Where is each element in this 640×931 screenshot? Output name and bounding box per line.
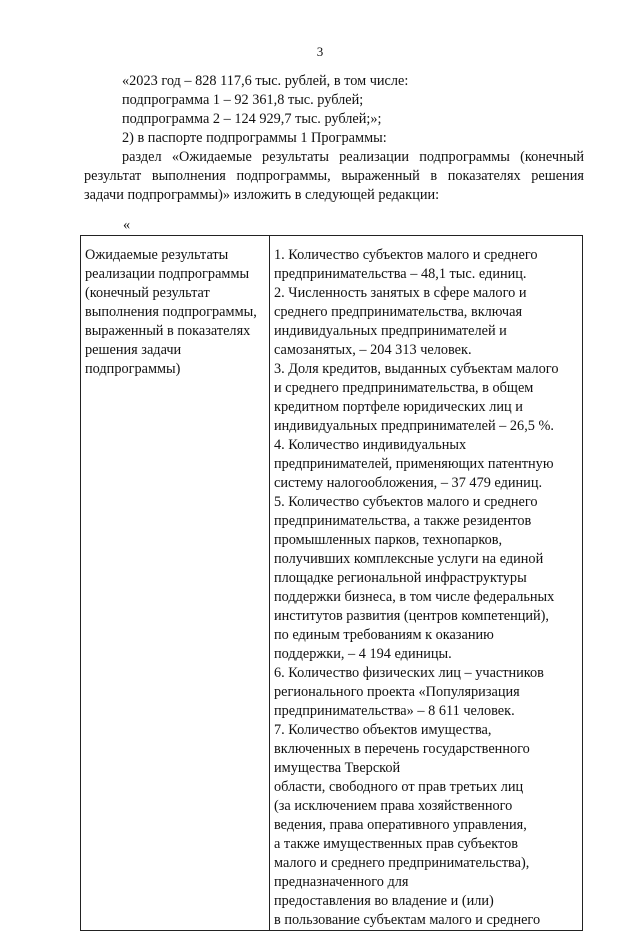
value-line: самозанятых, – 204 313 человек.	[274, 342, 472, 358]
value-line: малого и среднего предпринимательства),	[274, 855, 530, 871]
value-line: включенных в перечень государственного	[274, 741, 530, 757]
label-line: подпрограммы)	[85, 361, 181, 377]
value-line: среднего предпринимательства, включая	[274, 304, 523, 320]
value-line: 7. Количество объектов имущества,	[274, 722, 492, 738]
value-line: по единым требованиям к оказанию	[274, 627, 494, 643]
label-line: (конечный результат	[85, 285, 210, 301]
value-line: 1. Количество субъектов малого и среднего	[274, 247, 538, 263]
value-line: индивидуальных предпринимателей – 26,5 %.	[274, 418, 554, 434]
value-line: индивидуальных предпринимателей и	[274, 323, 507, 339]
value-line: в пользование субъектам малого и среднего	[274, 912, 541, 928]
value-line: 6. Количество физических лиц – участников	[274, 665, 544, 681]
value-line: 5. Количество субъектов малого и среднего	[274, 494, 538, 510]
passport-table	[80, 235, 583, 931]
intro-line: подпрограмма 1 – 92 361,8 тыс. рублей;	[122, 92, 364, 108]
value-line: регионального проекта «Популяризация	[274, 684, 520, 700]
value-line: поддержки, – 4 194 единицы.	[274, 646, 452, 662]
page-number: 3	[316, 44, 324, 59]
value-line: предпринимателей, применяющих патентную	[274, 456, 554, 472]
intro-line: 2) в паспорте подпрограммы 1 Программы:	[122, 130, 387, 146]
value-line: промышленных парков, технопарков,	[274, 532, 503, 548]
value-line: предпринимательства, а также резидентов	[274, 513, 532, 529]
value-line: систему налогообложения, – 37 479 единиц.	[274, 475, 543, 491]
label-line: решения задачи	[85, 342, 182, 358]
value-line: 2. Численность занятых в сфере малого и	[274, 285, 527, 301]
label-line: выполнения подпрограммы,	[85, 304, 257, 320]
value-line: предназначенного для	[274, 874, 409, 890]
section-paragraph: раздел «Ожидаемые результаты реализации подпрограммы (конечный результат выполнения подпрограммы, выраженный в показателях решения задачи подпрограммы)» изложить в следующей редакции:	[84, 149, 584, 203]
value-line: поддержки бизнеса, в том числе федеральных	[274, 589, 555, 605]
value-line: имущества Тверской	[274, 760, 401, 776]
open-quote: «	[123, 217, 131, 233]
label-line: Ожидаемые результаты	[85, 247, 229, 263]
value-line: кредитном портфеле юридических лиц и	[274, 399, 523, 415]
value-line: получивших комплексные услуги на единой	[274, 551, 544, 567]
value-line: предпринимательства» – 8 611 человек.	[274, 703, 515, 719]
table-row	[81, 236, 583, 931]
value-line: предоставления во владение и (или)	[274, 893, 494, 909]
value-line: площадке региональной инфраструктуры	[274, 570, 527, 586]
intro-line: «2023 год – 828 117,6 тыс. рублей, в том числе:	[122, 73, 409, 89]
value-line: области, свободного от прав третьих лиц	[274, 779, 524, 795]
value-line: 4. Количество индивидуальных	[274, 437, 467, 453]
value-line: предпринимательства – 48,1 тыс. единиц.	[274, 266, 527, 282]
value-line: 3. Доля кредитов, выданных субъектам малого	[274, 361, 559, 377]
intro-text	[84, 72, 584, 205]
intro-line: подпрограмма 2 – 124 929,7 тыс. рублей;»;	[122, 111, 382, 127]
value-line: институтов развития (центров компетенций),	[274, 608, 550, 624]
value-line: ведения, права оперативного управления,	[274, 817, 527, 833]
label-cell	[81, 236, 270, 931]
label-line: реализации подпрограммы	[85, 266, 250, 282]
label-line: выраженный в показателях	[85, 323, 251, 339]
value-line: и среднего предпринимательства, в общем	[274, 380, 534, 396]
value-line: а также имущественных прав субъектов	[274, 836, 518, 852]
value-line: (за исключением права хозяйственного	[274, 798, 513, 814]
value-cell	[270, 236, 583, 931]
